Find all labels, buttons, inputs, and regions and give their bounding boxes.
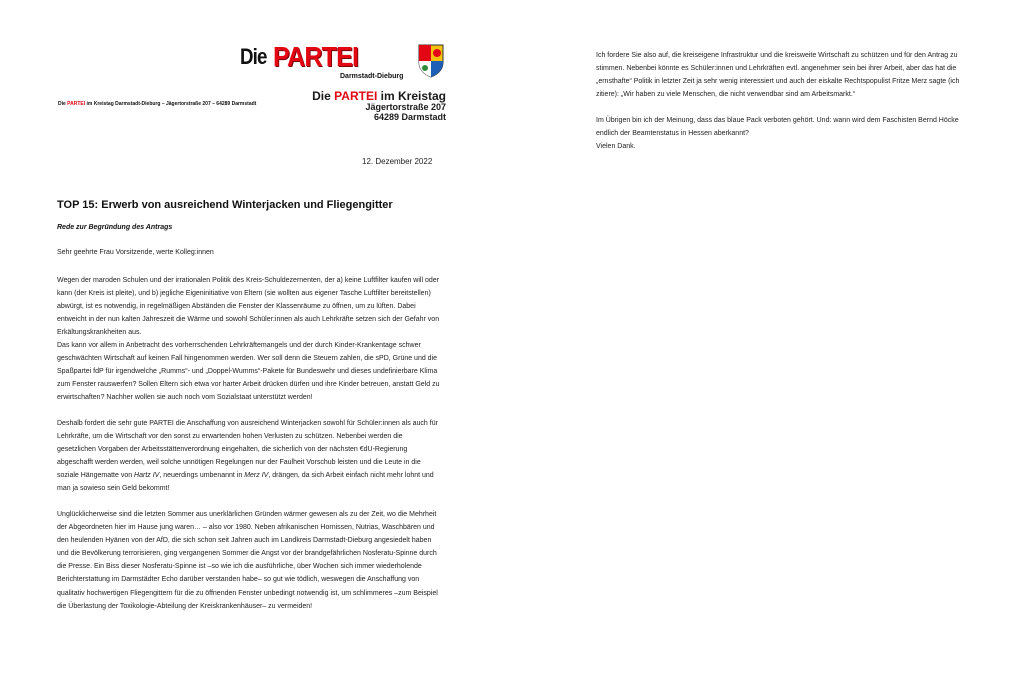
right-paragraph-1: Ich fordere Sie also auf, die kreiseigene Infrastruktur und die kreisweite Wirtschaft zu schützen und für den Antrag zu stimmen. Nebenbei könnte es Schüler:innen und Lehrkräften evtl. angenehmer sein bei ihrer Arbeit, aber das hat die „ernsthafte“ Politik in letzter Zeit ja sehr wenig interessiert und auch der eiskalte Rechtspopulist Fritze Merz sagte (ich zitiere): „Wir haben zu viele Menschen, die nicht verwendbar sind am Arbeitsmarkt.“	[596, 52, 960, 99]
letterhead-address	[312, 90, 446, 122]
logo-subtitle: Darmstadt-Dieburg	[340, 73, 404, 80]
closing-thanks: Vielen Dank.	[596, 143, 636, 150]
paragraph-4: Unglücklicherweise sind die letzten Sommer aus unerklärlichen Gründen wärmer gewesen als zu der Zeit, wo die Mehrheit der Abgeordneten hier im Hause jung waren… – also vor 1980. Neben afrikanischen Hornissen, Nutrias, Waschbären und den heulenden Hyänen von der AfD, die sich schon seit Jahren auch im Landkreis Darmstadt-Dieburg angesiedelt haben und die Bevölkerung terrorisieren, ging vergangenen Sommer die Angst vor der brandgefährlichen Nosferatu-Spinne durch die Presse. Ein Biss dieser Nosferatu-Spinne ist –so wie ich die ausführliche, über Wochen sich immer wiederholende Berichterstattung im Darmstädter Echo darüber verstanden habe– so gut wie tödlich, weswegen die Anschaffung von qualitativ hochwertigen Fliegengittern für die zu öffnenden Fenster unbedingt notwendig ist, um schlimmeres –zum Beispiel die Überlastung der Toxikologie-Abteilung der Kreiskrankenhäuser– zu vermeiden!	[57, 511, 438, 610]
letterhead-title: Die PARTEI im Kreistag	[312, 89, 446, 103]
coat-of-arms-icon	[418, 44, 444, 78]
paragraph-2: Das kann vor allem in Anbetracht des vorherrschenden Lehrkräftemangels und der durch Kinder-Krankentage schwer geschwächten Wirtschaft auf keinen Fall hingenommen werden. Wer soll denn die Steuern zahlen, die sPD, Grüne und die Spaßpartei fdP für irgendwelche „Rumms“- und „Doppel-Wumms“-Pakete für Bundeswehr und dieses undefinierbare Klima zum Fenster rauswerfen? Sollen Eltern sich etwa vor harter Arbeit drücken dürfen und ihre Kinder betreuen, anstatt Geld zu erwirtschaften? Nachher wollen sie auch noch vom Sozialstaat unterstützt werden!	[57, 342, 440, 402]
right-paragraph-2: Im Übrigen bin ich der Meinung, dass das blaue Pack verboten gehört. Und: wann wird dem Faschisten Bernd Höcke endlich der Beamtenstatus in Hessen aberkannt?	[596, 117, 959, 138]
logo-die-text: Die	[240, 44, 267, 69]
page-subtitle: Rede zur Begründung des Antrags	[57, 224, 173, 231]
right-page	[512, 0, 1024, 682]
letterhead-street: Jägertorstraße 207	[365, 102, 446, 112]
salutation: Sehr geehrte Frau Vorsitzende, werte Kolleg:innen	[57, 249, 214, 256]
sender-line: Die PARTEI im Kreistag Darmstadt-Dieburg – Jägertorstraße 207 – 64289 Darmstadt	[58, 101, 257, 107]
paragraph-1: Wegen der maroden Schulen und der irrationalen Politik des Kreis-Schuldezernenten, der a) keine Luftfilter kaufen will oder kann (der Kreis ist pleite), und b) jegliche Eigeninitiative von Eltern (sie wollten aus eigener Tasche Luftfilter bereitstellen) abwürgt, ist es notwendig, in regelmäßigen Abständen die Fenster der Klassenräume zu öffnen, um zu lüften. Dabei entweicht in der nun kalten Jahreszeit die Wärme und sowohl Schüler:innen als auch Lehrkräfte setzen sich der Gefahr von Erkältungskrankheiten aus.	[57, 277, 440, 337]
page-title: TOP 15: Erwerb von ausreichend Winterjacken und Fliegengitter	[57, 199, 393, 211]
document-date: 12. Dezember 2022	[362, 157, 433, 166]
paragraph-3: Deshalb fordert die sehr gute PARTEI die Anschaffung von ausreichend Winterjacken sowohl für Schüler:innen als auch für Lehrkräfte, um die Wirtschaft vor den sonst zu erwartenden hohen Verlusten zu schützen. Nebenbei werden die gesetzlichen Vorgaben der Arbeitsstättenverordnung eingehalten, die sicherlich von der nächsten €dU-Regierung abgeschafft werden werden, weil solche unnötigen Regelungen nur der Faulheit Vorschub leisten und die Leute in die soziale Hängematte von Hartz IV, neuerdings umbenannt in Merz IV, drängen, da sich Arbeit einfach nicht mehr lohnt und man ja sowieso sein Geld bekommt!	[57, 420, 438, 493]
letterhead-city: 64289 Darmstadt	[373, 112, 446, 122]
logo-partei-text: PARTEI	[273, 41, 359, 72]
